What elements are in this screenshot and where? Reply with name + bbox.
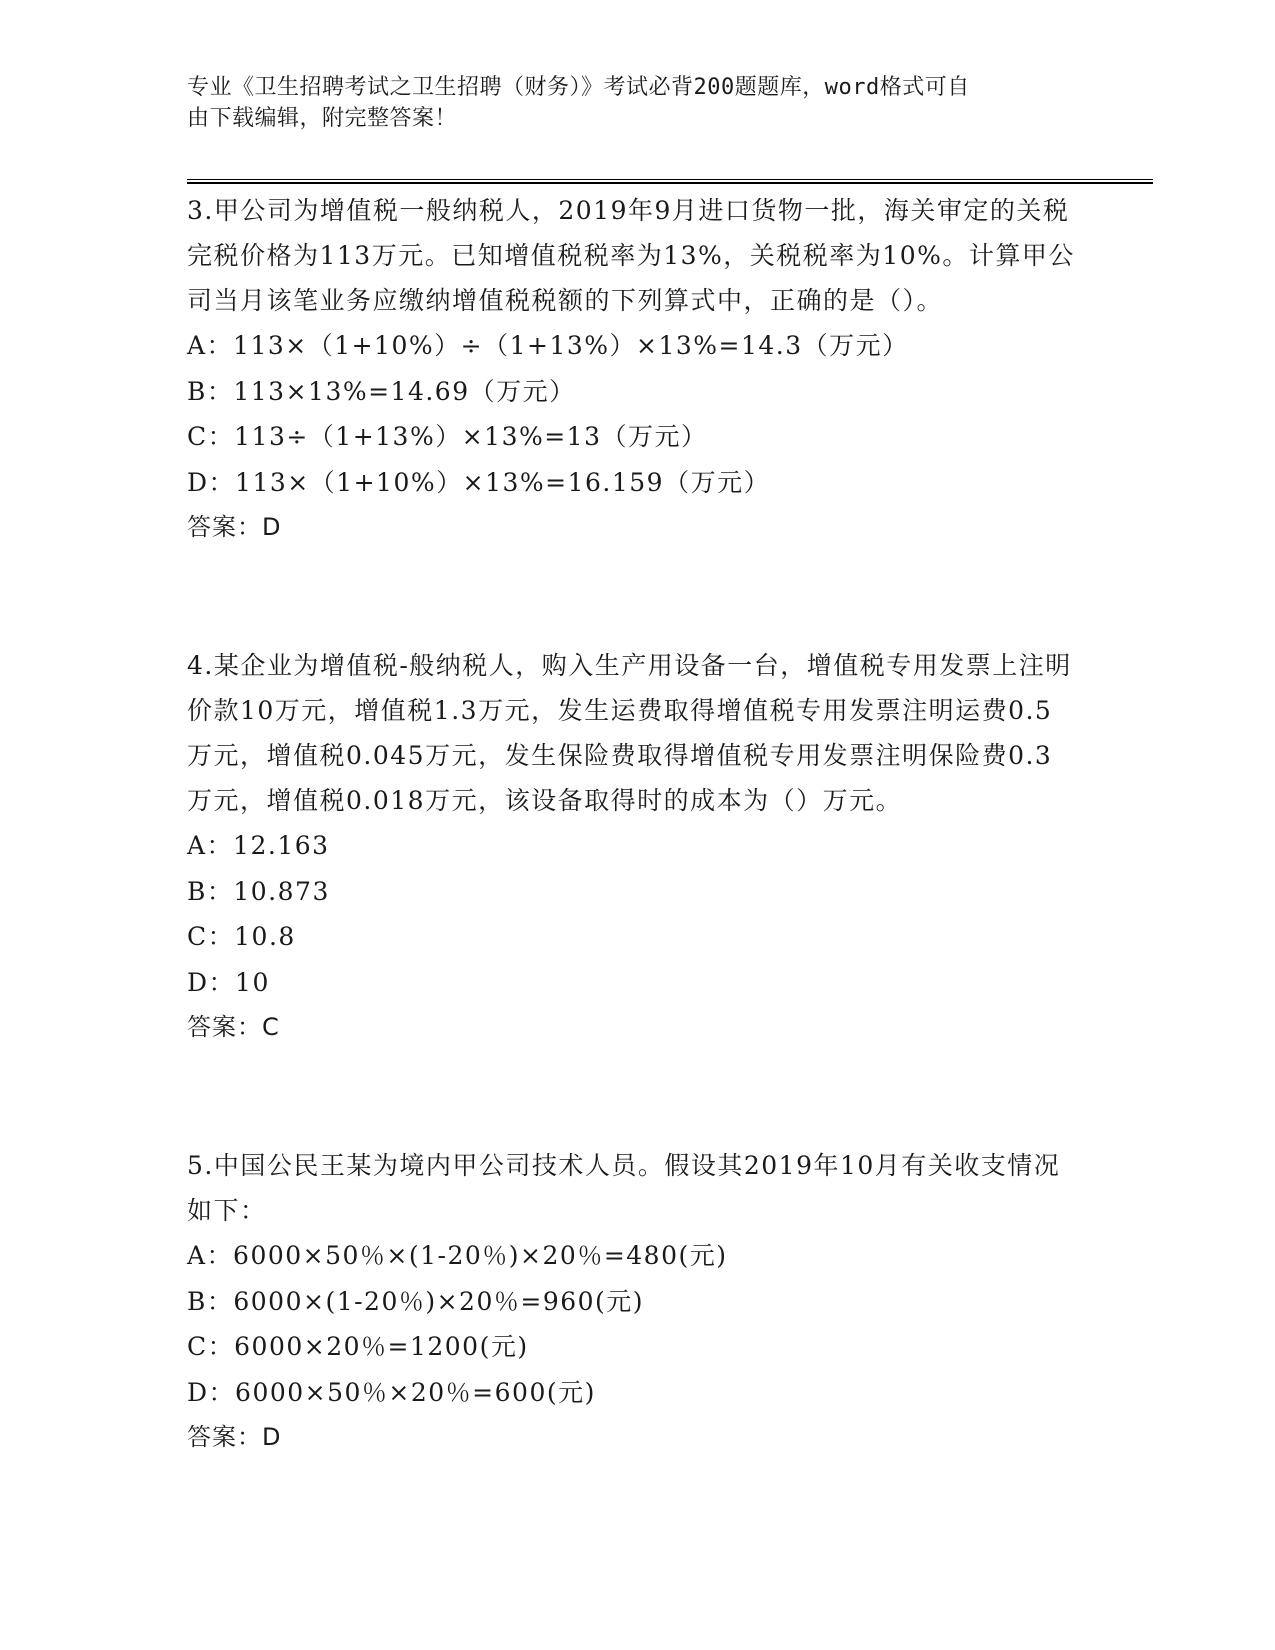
option-b: B：6000×(1-20％)×20％=960(元) — [187, 1286, 645, 1316]
option-b: B：113×13%=14.69（万元） — [187, 376, 576, 406]
option-c: C：10.8 — [187, 922, 296, 951]
header-divider-thick — [187, 182, 1153, 184]
option-c: C：6000×20％=1200(元) — [187, 1332, 529, 1361]
option-b: B：10.873 — [187, 876, 330, 906]
option-c: C：113÷（1+13%）×13%=13（万元） — [187, 422, 708, 451]
question-3 — [187, 188, 1077, 550]
header-divider-thin — [187, 179, 1153, 180]
option-a: A：113×（1+10%）÷（1+13%）×13%=14.3（万元） — [187, 331, 909, 360]
document-header — [187, 72, 1067, 134]
option-a: A：12.163 — [187, 831, 330, 860]
answer-line: 答案：D — [187, 513, 282, 541]
question-4 — [187, 643, 1077, 1050]
option-d: D：10 — [187, 967, 270, 997]
option-a: A：6000×50％×(1-20％)×20％=480(元) — [187, 1241, 728, 1270]
header-line-2: 由下载编辑，附完整答案！ — [187, 106, 458, 131]
question-stem: 5.中国公民王某为境内甲公司技术人员。假设其2019年10月有关收支情况如下： — [187, 1151, 1061, 1225]
question-5 — [187, 1143, 1077, 1460]
question-stem: 3.甲公司为增值税一般纳税人，2019年9月进口货物一批，海关审定的关税完税价格为113万元。已知增值税税率为13%，关税税率为10%。计算甲公司当月该笔业务应缴纳增值税税额的下列算式中，正确的是（）。 — [187, 196, 1075, 315]
option-d: D：113×（1+10%）×13%=16.159（万元） — [187, 467, 771, 497]
header-line-1: 专业《卫生招聘考试之卫生招聘（财务）》考试必背200题题库，word格式可自 — [187, 75, 970, 100]
question-stem: 4.某企业为增值税-般纳税人，购入生产用设备一台，增值税专用发票上注明价款10万元，增值税1.3万元，发生运费取得增值税专用发票注明运费0.5万元，增值税0.045万元，发生保险费取得增值税专用发票注明保险费0.3万元，增值税0.018万元，该设备取得时的成本为（）万元。 — [187, 651, 1072, 815]
answer-line: 答案：C — [187, 1013, 280, 1041]
answer-line: 答案：D — [187, 1423, 282, 1451]
option-d: D：6000×50％×20％=600(元) — [187, 1377, 596, 1407]
